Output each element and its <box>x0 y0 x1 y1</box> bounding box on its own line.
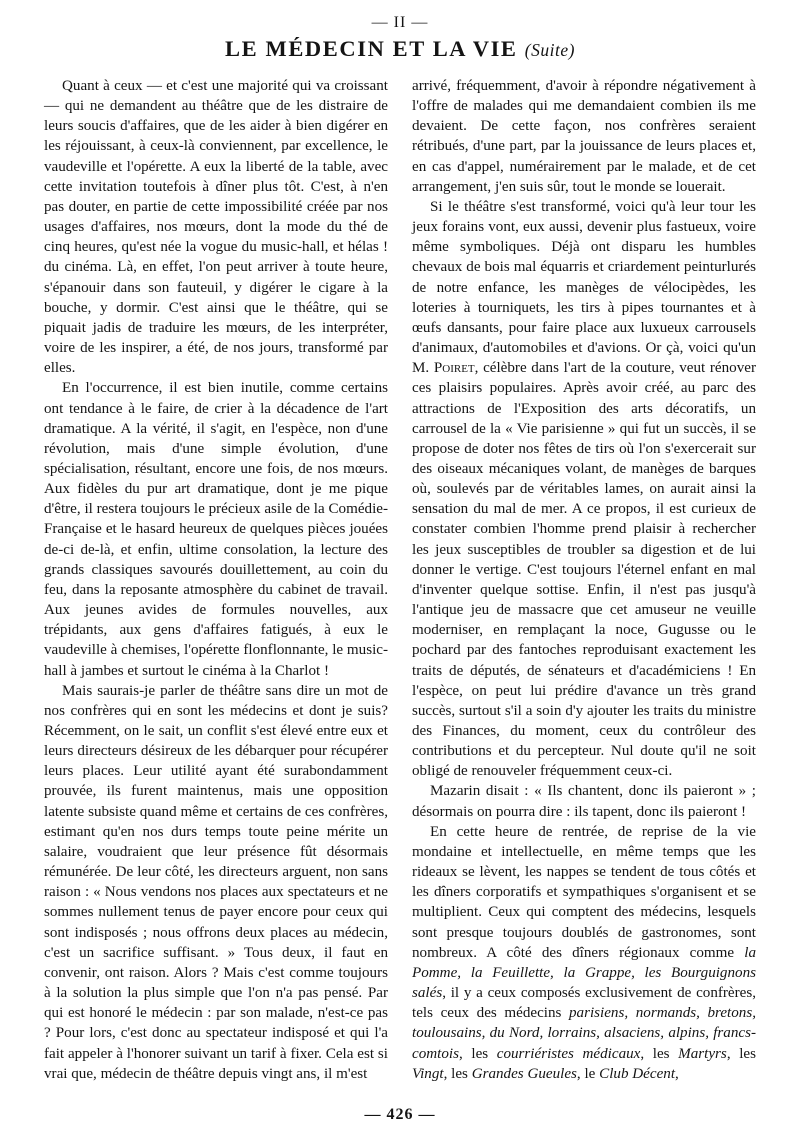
italic-run: Club Décent <box>599 1065 676 1082</box>
text-run: En cette heure de rentrée, de reprise de la vie mondaine et intellectuelle, en même temps que les rideaux se lèvent, les nappes se tendent de tous côtés et les dîners corporatifs et sympathiques s'organisent et se multiplient. Ceux qui comptent des médecins, lesquels sont presque toujours doublés de gastronomes, sont nombreux. A côté des dîners régionaux comme <box>412 823 756 961</box>
text-run: , le <box>576 1065 600 1082</box>
person-name: Poiret <box>433 360 475 377</box>
paragraph-continuation: arrivé, fréquemment, d'avoir à répondre négativement à l'offre de malades qui me demandaient combien ils me devaient. De cette façon, nos confrères seraient rétribués, d'une part, par la jouissance de leurs places et, en cas d'appel, numérairement par le malade, et de cet arrangement, j'en suis sûr, tout le monde se louerait. <box>412 78 756 195</box>
italic-run: parisiens, normands, bretons, toulousains, du Nord, lorrains, alsaciens, alpins, francs-comtois <box>412 1005 756 1062</box>
text-run: , les <box>443 1065 472 1082</box>
article-title <box>0 36 800 62</box>
text-run: , les <box>640 1045 679 1062</box>
right-column <box>412 76 756 1084</box>
paragraph: Mais saurais-je parler de théâtre sans dire un mot de nos confrères qui en sont les médecins et dont je suis? Récemment, on le sait, un conflit s'est élevé entre eux et leurs directeurs désireux de les débarquer pour récupérer leurs places. Leur utilité ayant été surabondamment prouvée, ils furent maintenus, mais une opposition latente subsiste quand même et certains de ces confrères, estimant qu'en nos durs temps toute peine mérite un salaire, voudraient que leur présence fût désormais rémunérée. De leur côté, les directeurs arguent, non sans raison : « Nous vendons nos places aux spectateurs et ne sommes nullement tenus de payer encore pour ceux qui sont indisposés ; nous offrons deux places au médecin, c'est un sacrifice suffisant. » Tous deux, il faut en convenir, ont raison. Alors ? Mais c'est comme toujours à la solution la plus simple que l'on n'a pas pensé. Par qui est honoré le médecin : par son malade, n'est-ce pas ? Pour lors, c'est donc au spectateur indisposé et qui l'a fait appeler à l'honorer suivant un tarif à fixer. Cela est si vrai que, médecin de théâtre depuis vingt ans, il m'est <box>44 682 388 1082</box>
text-run: Si le théâtre s'est transformé, voici qu'à leur tour les jeux forains vont, eux aussi, devenir plus fastueux, voire même symboliques. Déjà ont disparu les humbles chevaux de bois mal équarris et criardement peinturlurés de notre enfance, les manèges de vélocipèdes, les loteries à tourniquets, les tirs à pipes tournantes et à œufs dansants, pour faire place aux luxueux carrousels d'animaux, d'automobiles et d'avions. Or çà, voici qu'un M. <box>412 198 756 377</box>
italic-run: Martyrs <box>678 1045 727 1062</box>
paragraph <box>412 197 756 782</box>
text-run: , les <box>458 1045 497 1062</box>
title-text: LE MÉDECIN ET LA VIE <box>225 36 518 61</box>
paragraph: En l'occurrence, il est bien inutile, comme certains ont tendance à le faire, de crier à la décadence de l'art dramatique. A la vérité, il s'agit, en l'espèce, non d'une révolution, mais d'une simple évolution, d'une spécialisation, résultant, encore une fois, de nos mœurs. Aux fidèles du pur art dramatique, dont je me pique d'être, il restera toujours le précieux asile de la Comédie-Française et le hasard heureux de quelques pièces jouées de-ci de-là, et enfin, ultime consolation, la lecture des grands classiques savourés douillettement, au coin du feu, dans la reposante atmosphère du cabinet de travail. Aux jeunes avides de formules nouvelles, aux trépidants, aux gens d'affaires fatigués, à eux le vaudeville à chemises, l'opérette flonflonnante, le music-hall à jambes et surtout le cinéma à la Charlot ! <box>44 380 388 679</box>
paragraph: Quant à ceux — et c'est une majorité qui va croissant — qui ne demandent au théâtre que de les distraire de leurs soucis d'affaires, que de les aider à bien digérer en les réjouissant, à ceux-là conviennent, par excellence, le vaudeville et l'opérette. A eux la liberté de la table, avec cette invitation toutefois à dîner plus tôt. C'est, à n'en pas douter, en partie de cette impossibilité créée par nos usages d'affaires, nos mœurs, dont la mode du thé de cinq heures, qu'est née la vogue du music-hall, et hélas ! du cinéma. Là, en effet, l'on peut arriver à toute heure, s'épanouir dans son fauteuil, y digérer le cigare à la bouche, y dormir. C'est ainsi que le théâtre, qui se piquait jadis de traduire les mœurs, de les interpréter, voire de les inspirer, a été, de nos jours, transformé par elles. <box>44 78 388 377</box>
text-run: , célèbre dans l'art de la couture, veut rénover ces plaisirs populaires. Après avoir créé, au parc des attractions de l'Exposition des arts décoratifs, un carrousel de la « Vie parisienne » qui fut un succès, il se propose de doter nos fêtes de tirs où l'on s'exercerait sur des oiseaux mécaniques volant, de manèges de barques où, soulevés par de véritables lames, on aurait ainsi la sensation du mal de mer. A ce propos, il est curieux de constater combien l'homme prend plaisir à rechercher les jeux susceptibles de troubler sa digestion et de lui donner le vertige. C'est toujours l'éternel enfant en mal d'inventer quelque sottise. Enfin, il n'est pas jusqu'à l'antique jeu de massacre que cet amuseur ne veuille moderniser, en remplaçant la noce, Gugusse ou le pochard par des fantoches reproduisant exactement les traits de députés, de sénateurs et d'académiciens ! En l'espèce, on peut lui prédire d'avance un très grand succès, surtout s'il a soin d'y ajouter les traits du ministre des Finances, du moment, ceux du contrôleur des contributions et du percepteur. Nul doute qu'il ne soit obligé de renouveler fréquemment ceux-ci. <box>412 360 756 780</box>
italic-run: Grandes Gueules <box>471 1065 577 1082</box>
page-number-bottom: — 426 — <box>364 1106 436 1123</box>
italic-run: la Pomme, la Feuillette, la Grappe, les Bourguignons salés <box>412 944 756 1002</box>
text-run: , les <box>726 1045 756 1062</box>
paragraph: Mazarin disait : « Ils chantent, donc ils paieront » ; désormais on pourra dire : ils tapent, donc ils paieront ! <box>412 783 756 820</box>
paragraph <box>412 822 756 1084</box>
italic-run: Vingt <box>412 1065 444 1082</box>
italic-run: courriéristes médicaux <box>496 1045 641 1062</box>
title-suffix: (Suite) <box>524 40 575 60</box>
text-run: , il y a ceux composés exclusivement de confrères, tels ceux des médecins <box>412 985 756 1022</box>
text-run: , <box>675 1065 679 1082</box>
left-column <box>44 76 388 1084</box>
page-number-top: — II — <box>371 14 429 31</box>
